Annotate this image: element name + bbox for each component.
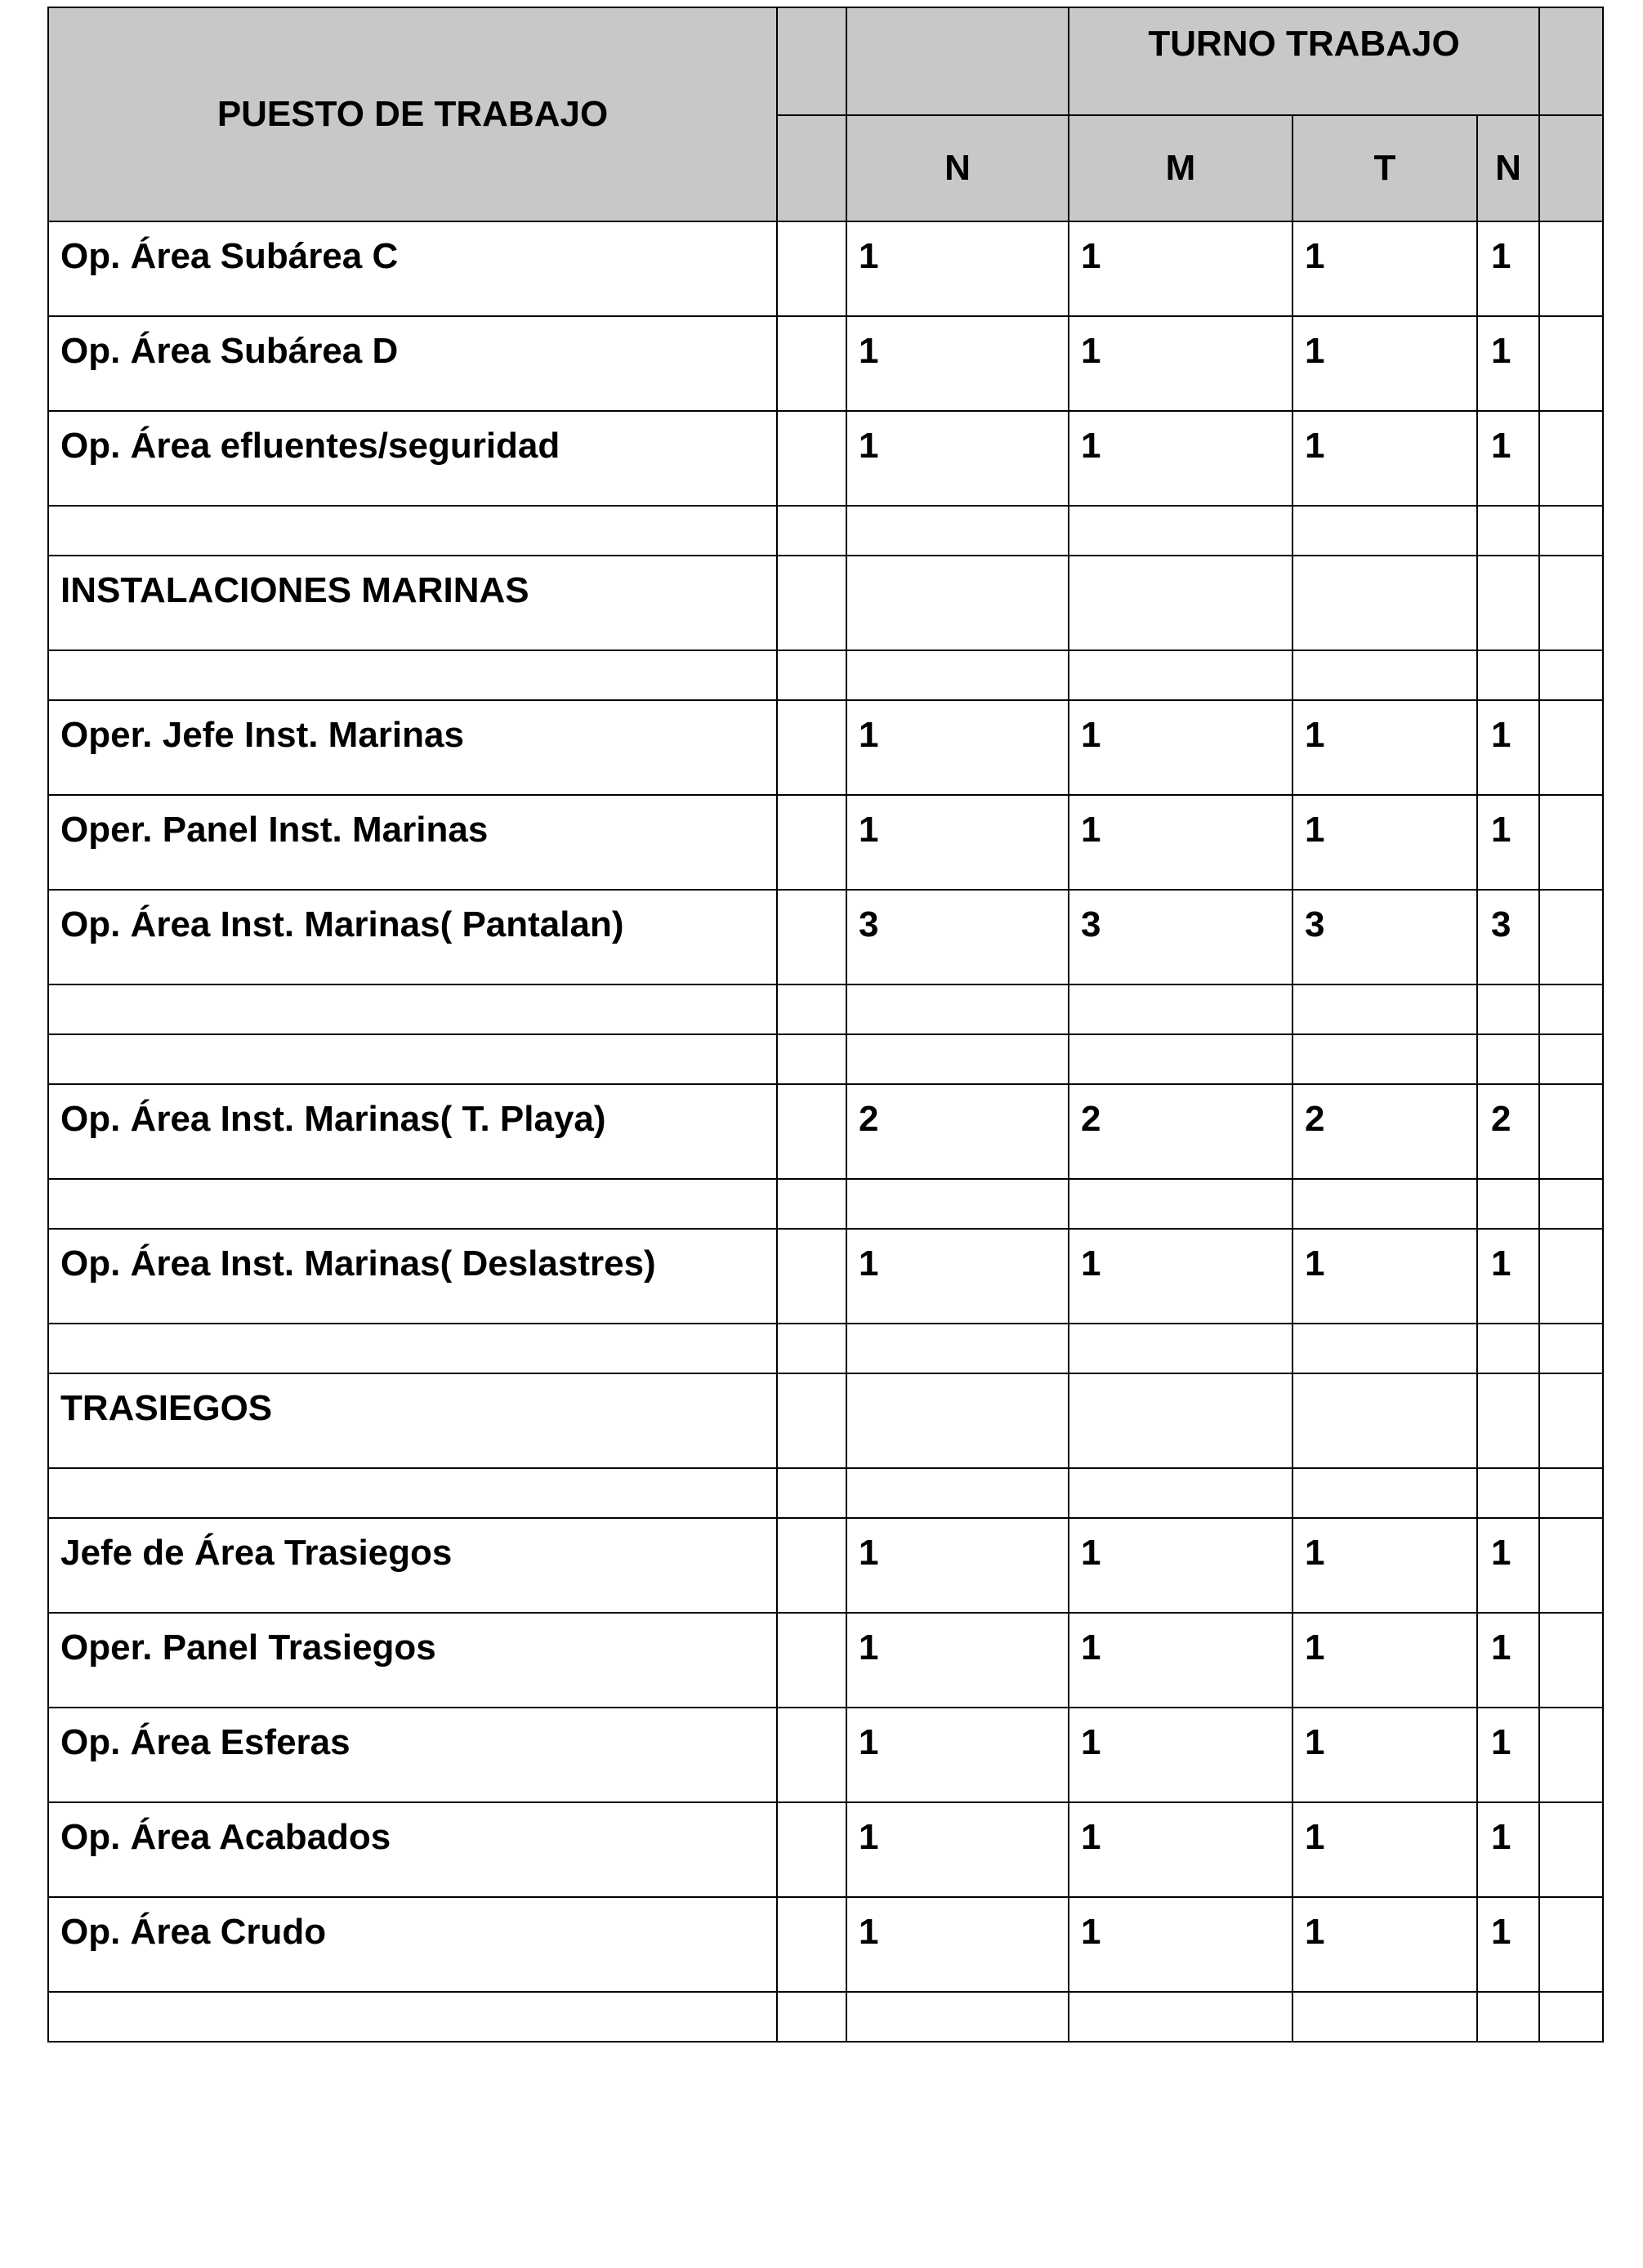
shift-t-value: 3 (1293, 890, 1477, 984)
table-row (48, 1708, 1603, 1802)
blank-cell (1539, 1802, 1603, 1897)
spacer-row (48, 1468, 1603, 1518)
value-cell (1477, 984, 1539, 1034)
job-position-label: Oper. Panel Trasiegos (48, 1613, 777, 1708)
shift-n-value: 1 (846, 1897, 1069, 1992)
job-position-label: Jefe de Área Trasiegos (48, 1518, 777, 1613)
value-cell (1293, 506, 1477, 556)
blank-cell (1539, 1708, 1603, 1802)
job-position-label: Op. Área Inst. Marinas( Deslastres) (48, 1229, 777, 1324)
value-cell (1293, 984, 1477, 1034)
row-label-cell (48, 1034, 777, 1084)
shift-n2-value: 3 (1477, 890, 1539, 984)
table-row (48, 411, 1603, 506)
shift-n2-value: 1 (1477, 1708, 1539, 1802)
value-cell (1069, 1468, 1293, 1518)
job-position-label: Op. Área Esferas (48, 1708, 777, 1802)
value-cell (1477, 1324, 1539, 1373)
blank-cell (777, 700, 846, 795)
job-position-label: Oper. Panel Inst. Marinas (48, 795, 777, 890)
shift-t-value: 1 (1293, 316, 1477, 411)
shift-n2-value: 1 (1477, 1229, 1539, 1324)
table-body (48, 221, 1603, 2042)
header-blank-cell (1539, 115, 1603, 221)
spacer-row (48, 1179, 1603, 1229)
blank-cell (1539, 984, 1603, 1034)
shift-t-value: 1 (1293, 1613, 1477, 1708)
row-label-cell (48, 1324, 777, 1373)
shift-n-value: 1 (846, 1613, 1069, 1708)
value-cell (846, 984, 1069, 1034)
table-row (48, 316, 1603, 411)
header-blank-cell (777, 115, 846, 221)
value-cell (846, 1468, 1069, 1518)
blank-cell (1539, 1373, 1603, 1468)
spacer-row (48, 1992, 1603, 2042)
blank-cell (777, 1373, 846, 1468)
shift-m-value: 1 (1069, 1802, 1293, 1897)
job-position-label: Op. Área Inst. Marinas( T. Playa) (48, 1084, 777, 1179)
shift-n-value: 1 (846, 411, 1069, 506)
blank-cell (777, 1992, 846, 2042)
blank-cell (777, 1034, 846, 1084)
shift-t-value: 1 (1293, 1518, 1477, 1613)
blank-cell (1539, 795, 1603, 890)
blank-cell (777, 984, 846, 1034)
table-row (48, 221, 1603, 316)
shift-m-value: 1 (1069, 1613, 1293, 1708)
table-row (48, 1084, 1603, 1179)
blank-cell (777, 1708, 846, 1802)
blank-cell (777, 1179, 846, 1229)
blank-cell (1539, 556, 1603, 650)
blank-cell (1539, 1324, 1603, 1373)
job-position-label: Op. Área Acabados (48, 1802, 777, 1897)
value-cell (1069, 1324, 1293, 1373)
shift-n-value: 1 (846, 1518, 1069, 1613)
header-blank-cell (777, 7, 846, 115)
value-cell (1293, 1324, 1477, 1373)
shift-t-value: 1 (1293, 221, 1477, 316)
table-row (48, 1613, 1603, 1708)
value-cell (1069, 556, 1293, 650)
blank-cell (777, 650, 846, 700)
value-cell (846, 650, 1069, 700)
row-label-cell (48, 506, 777, 556)
shift-m-value: 2 (1069, 1084, 1293, 1179)
blank-cell (777, 1084, 846, 1179)
shift-n-value: 1 (846, 795, 1069, 890)
value-cell (1477, 650, 1539, 700)
shift-m-value: 3 (1069, 890, 1293, 984)
blank-cell (1539, 506, 1603, 556)
blank-cell (1539, 1468, 1603, 1518)
blank-cell (1539, 1518, 1603, 1613)
header-blank-cell (846, 7, 1069, 115)
blank-cell (777, 316, 846, 411)
shift-m-value: 1 (1069, 1897, 1293, 1992)
shift-header-n: N (846, 115, 1069, 221)
shift-n-value: 1 (846, 700, 1069, 795)
spacer-row (48, 650, 1603, 700)
puesto-header (48, 7, 777, 221)
blank-cell (777, 795, 846, 890)
section-label: INSTALACIONES MARINAS (48, 556, 777, 650)
blank-cell (1539, 1992, 1603, 2042)
value-cell (1293, 1179, 1477, 1229)
shift-n-value: 2 (846, 1084, 1069, 1179)
blank-cell (1539, 411, 1603, 506)
shift-m-value: 1 (1069, 1708, 1293, 1802)
value-cell (1069, 1034, 1293, 1084)
table-row (48, 1897, 1603, 1992)
shift-t-value: 1 (1293, 1708, 1477, 1802)
job-position-label: Op. Área Subárea C (48, 221, 777, 316)
value-cell (1293, 1034, 1477, 1084)
shift-n2-value: 1 (1477, 700, 1539, 795)
blank-cell (1539, 1897, 1603, 1992)
blank-cell (1539, 1034, 1603, 1084)
header-row-top (48, 7, 1603, 115)
table-row (48, 1802, 1603, 1897)
blank-cell (1539, 1229, 1603, 1324)
row-label-cell (48, 650, 777, 700)
shift-n2-value: 1 (1477, 316, 1539, 411)
blank-cell (777, 890, 846, 984)
job-position-label: Op. Área Subárea D (48, 316, 777, 411)
shift-n2-value: 1 (1477, 1897, 1539, 1992)
table-row (48, 795, 1603, 890)
value-cell (1293, 650, 1477, 700)
table-row (48, 1518, 1603, 1613)
blank-cell (777, 1229, 846, 1324)
shift-n-value: 3 (846, 890, 1069, 984)
section-row (48, 556, 1603, 650)
value-cell (1069, 1179, 1293, 1229)
value-cell (1477, 506, 1539, 556)
table-row (48, 700, 1603, 795)
value-cell (1293, 1373, 1477, 1468)
spacer-row (48, 1324, 1603, 1373)
value-cell (846, 556, 1069, 650)
shift-n-value: 1 (846, 1802, 1069, 1897)
shift-n-value: 1 (846, 1229, 1069, 1324)
blank-cell (1539, 700, 1603, 795)
shift-m-value: 1 (1069, 221, 1293, 316)
shift-n2-value: 1 (1477, 1802, 1539, 1897)
blank-cell (777, 1802, 846, 1897)
spacer-row (48, 1034, 1603, 1084)
shift-n2-value: 1 (1477, 1518, 1539, 1613)
spacer-row (48, 984, 1603, 1034)
value-cell (1293, 1992, 1477, 2042)
row-label-cell (48, 1992, 777, 2042)
blank-cell (777, 1324, 846, 1373)
blank-cell (1539, 650, 1603, 700)
shift-m-value: 1 (1069, 795, 1293, 890)
shift-t-value: 1 (1293, 1229, 1477, 1324)
shift-t-value: 1 (1293, 1897, 1477, 1992)
value-cell (846, 1179, 1069, 1229)
blank-cell (1539, 221, 1603, 316)
value-cell (1069, 1373, 1293, 1468)
value-cell (1069, 506, 1293, 556)
value-cell (846, 506, 1069, 556)
value-cell (1293, 556, 1477, 650)
shift-n2-value: 1 (1477, 411, 1539, 506)
shift-n-value: 1 (846, 1708, 1069, 1802)
value-cell (1293, 1468, 1477, 1518)
shift-n2-value: 1 (1477, 221, 1539, 316)
blank-cell (777, 506, 846, 556)
blank-cell (777, 221, 846, 316)
blank-cell (777, 1897, 846, 1992)
table-row (48, 1229, 1603, 1324)
turno-header-label: TURNO TRABAJO (1148, 24, 1460, 64)
table-row (48, 890, 1603, 984)
value-cell (1069, 1992, 1293, 2042)
shift-t-value: 1 (1293, 795, 1477, 890)
spacer-row (48, 506, 1603, 556)
staffing-table (47, 7, 1604, 2043)
shift-m-value: 1 (1069, 1229, 1293, 1324)
blank-cell (777, 1613, 846, 1708)
value-cell (1477, 1992, 1539, 2042)
job-position-label: Oper. Jefe Inst. Marinas (48, 700, 777, 795)
blank-cell (1539, 1179, 1603, 1229)
value-cell (846, 1034, 1069, 1084)
job-position-label: Op. Área Inst. Marinas( Pantalan) (48, 890, 777, 984)
shift-t-value: 1 (1293, 700, 1477, 795)
shift-header-m: M (1069, 115, 1293, 221)
blank-cell (1539, 1613, 1603, 1708)
job-position-label: Op. Área efluentes/seguridad (48, 411, 777, 506)
shift-m-value: 1 (1069, 316, 1293, 411)
shift-n2-value: 2 (1477, 1084, 1539, 1179)
blank-cell (777, 1468, 846, 1518)
blank-cell (1539, 890, 1603, 984)
value-cell (846, 1992, 1069, 2042)
value-cell (1477, 1034, 1539, 1084)
shift-t-value: 2 (1293, 1084, 1477, 1179)
shift-header-t: T (1293, 115, 1477, 221)
value-cell (1069, 650, 1293, 700)
row-label-cell (48, 984, 777, 1034)
row-label-cell (48, 1468, 777, 1518)
value-cell (1477, 556, 1539, 650)
value-cell (1477, 1468, 1539, 1518)
value-cell (846, 1324, 1069, 1373)
turno-header (1069, 7, 1539, 115)
shift-t-value: 1 (1293, 1802, 1477, 1897)
blank-cell (777, 411, 846, 506)
blank-cell (1539, 316, 1603, 411)
shift-header-n2: N (1477, 115, 1539, 221)
shift-n2-value: 1 (1477, 1613, 1539, 1708)
puesto-header-label: PUESTO DE TRABAJO (217, 94, 609, 134)
section-row (48, 1373, 1603, 1468)
value-cell (1069, 984, 1293, 1034)
row-label-cell (48, 1179, 777, 1229)
blank-cell (1539, 1084, 1603, 1179)
shift-t-value: 1 (1293, 411, 1477, 506)
shift-n-value: 1 (846, 316, 1069, 411)
blank-cell (777, 1518, 846, 1613)
section-label: TRASIEGOS (48, 1373, 777, 1468)
shift-n2-value: 1 (1477, 795, 1539, 890)
value-cell (1477, 1179, 1539, 1229)
header-blank-cell (1539, 7, 1603, 115)
shift-m-value: 1 (1069, 411, 1293, 506)
blank-cell (777, 556, 846, 650)
shift-n-value: 1 (846, 221, 1069, 316)
value-cell (846, 1373, 1069, 1468)
shift-m-value: 1 (1069, 700, 1293, 795)
value-cell (1477, 1373, 1539, 1468)
shift-m-value: 1 (1069, 1518, 1293, 1613)
job-position-label: Op. Área Crudo (48, 1897, 777, 1992)
